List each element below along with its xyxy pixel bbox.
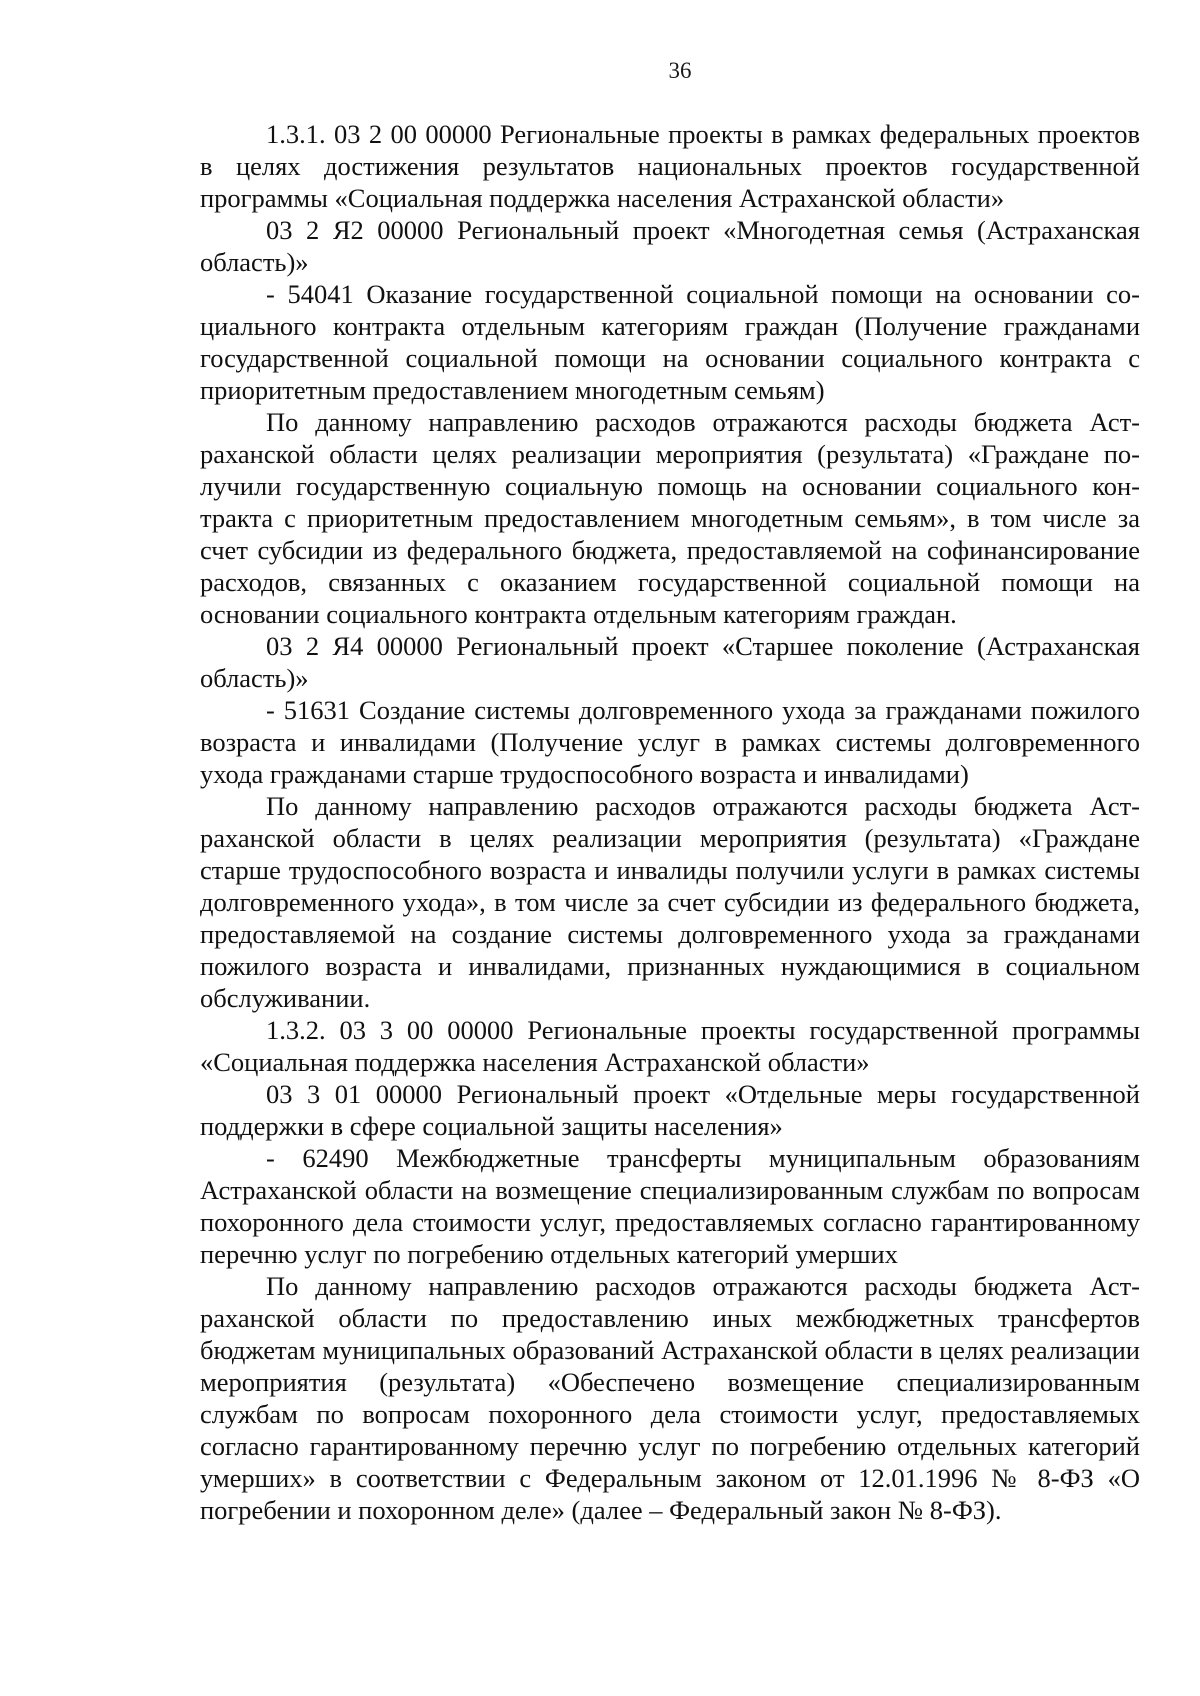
- paragraph-item-54041: - 54041 Оказание государственной социальной помощи на основании социального контракта отдельным категориям граждан (Получение гражданами государственной социальной помощи на основании социального контракта с приоритетным предоставлением многодетным семьям): [200, 279, 1140, 405]
- paragraph-project-01: 03 3 01 00000 Региональный проект «Отдельные меры государственной поддержки в сфере социальной защиты населения»: [200, 1079, 1140, 1141]
- page-number: 36: [668, 58, 692, 83]
- paragraph-expenses-51631: По данному направлению расходов отражаются расходы бюджета Астраханской области в целях реализации мероприятия (результата) «Граждане старше трудоспособного возраста и инвалиды получили услуги в рамках системы долговременного ухода», в том числе за счет субсидии из федерального бюджета, предоставляемой на создание системы долговременного ухода за гражданами пожилого возраста и инвалидами, признанных нуждающимися в социальном обслуживании.: [200, 791, 1140, 1013]
- paragraph-item-51631: - 51631 Создание системы долговременного ухода за гражданами пожилого возраста и инвалидами (Получение услуг в рамках системы долговременного ухода гражданами старше трудоспособного возраста и инвалидами): [200, 695, 1140, 789]
- paragraph-project-ya4: 03 2 Я4 00000 Региональный проект «Старшее поколение (Астраханская область)»: [200, 631, 1140, 693]
- paragraph-project-ya2: 03 2 Я2 00000 Региональный проект «Многодетная семья (Астраханская область)»: [200, 215, 1140, 277]
- paragraph-item-62490: - 62490 Межбюджетные трансферты муниципальным образованиям Астраханской области на возмещение специализированным службам по вопросам похоронного дела стоимости услуг, предоставляемых согласно гарантированному перечню услуг по погребению отдельных категорий умерших: [200, 1143, 1140, 1269]
- paragraph-expenses-54041: По данному направлению расходов отражаются расходы бюджета Астраханской области целях реализации мероприятия (результата) «Граждане получили государственную социальную помощь на основании социального контракта с приоритетным предоставлением многодетным семьям», в том числе за счет субсидии из федерального бюджета, предоставляемой на софинансирование расходов, связанных с оказанием государственной социальной помощи на основании социального контракта отдельным категориям граждан.: [200, 407, 1140, 629]
- paragraph-expenses-62490: По данному направлению расходов отражаются расходы бюджета Астраханской области по предоставлению иных межбюджетных трансфертов бюджетам муниципальных образований Астраханской области в целях реализации мероприятия (результата) «Обеспечено возмещение специализированным службам по вопросам похоронного дела стоимости услуг, предоставляемых согласно гарантированному перечню услуг по погребению отдельных категорий умерших» в соответствии с Федеральным законом от 12.01.1996 № 8-ФЗ «О погребении и похоронном деле» (далее – Федеральный закон № 8-ФЗ).: [200, 1271, 1140, 1525]
- paragraph-section-1-3-1: 1.3.1. 03 2 00 00000 Региональные проекты в рамках федеральных проектов в целях достижения результатов национальных проектов государственной программы «Социальная поддержка населения Астраханской области»: [200, 119, 1140, 213]
- document-body: [200, 118, 1140, 1526]
- paragraph-section-1-3-2: 1.3.2. 03 3 00 00000 Региональные проекты государственной программы «Социальная поддержка населения Астраханской области»: [200, 1015, 1140, 1077]
